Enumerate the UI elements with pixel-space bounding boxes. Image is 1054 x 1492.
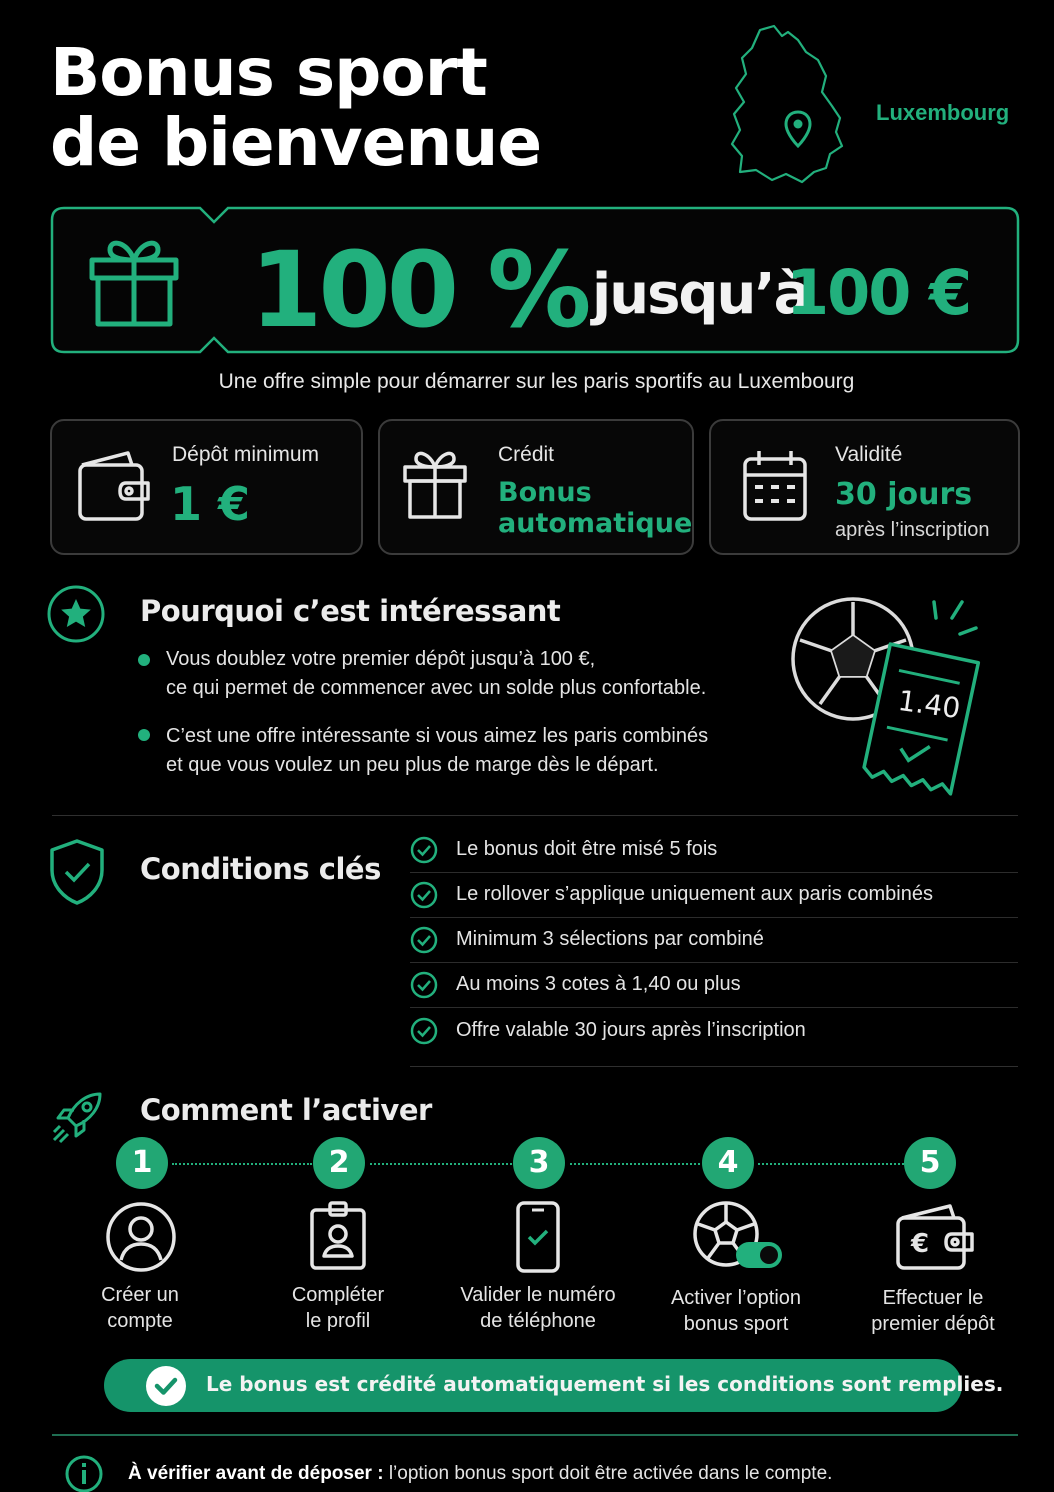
subtitle: Une offre simple pour démarrer sur les paris sportifs au Luxembourg [218, 370, 855, 393]
wallet-icon [76, 447, 150, 525]
card-label: Validité [835, 443, 903, 466]
bullet-dot [138, 729, 150, 741]
row-separator [410, 1007, 1018, 1008]
step-label-1 [40, 1282, 240, 1334]
rocket-icon [50, 1088, 106, 1144]
location-label: Luxembourg [876, 100, 1010, 125]
bullet-line: et que vous voulez un peu plus de marge dès le départ. [166, 754, 659, 776]
condition-item [410, 828, 1018, 873]
footer-text: l’option bonus sport doit être activée dans le compte. [383, 1463, 833, 1484]
card-sub: après l’inscription [835, 519, 990, 541]
step-number-3: 3 [513, 1137, 565, 1189]
step-number-4: 4 [702, 1137, 754, 1189]
bullet-line: ce qui permet de commencer avec un solde plus confortable. [166, 677, 707, 699]
card-label: Dépôt minimum [172, 443, 320, 466]
gift-icon [402, 445, 468, 521]
why-bullet-1 [166, 645, 706, 703]
divider [410, 1066, 1018, 1067]
condition-item [410, 1009, 1018, 1054]
bonus-amount: 100 € [786, 256, 971, 329]
upto-label: jusqu’à [592, 262, 810, 327]
condition-text: Offre valable 30 jours après l’inscription [456, 1019, 806, 1041]
bonus-percent: 100 % [250, 229, 588, 351]
card-validity [709, 419, 1020, 555]
step-number-2: 2 [313, 1137, 365, 1189]
user-icon [104, 1200, 178, 1274]
step-label-line: bonus sport [683, 1313, 789, 1335]
card-min-deposit [50, 419, 363, 555]
confirmation-text: Le bonus est crédité automatiquement si les conditions sont remplies. [206, 1372, 1004, 1396]
step-label-line: Activer l’option [670, 1287, 802, 1309]
condition-text: Minimum 3 sélections par combiné [456, 928, 764, 950]
condition-text: Le bonus doit être misé 5 fois [456, 838, 718, 860]
step-number-5: 5 [904, 1137, 956, 1189]
info-icon [64, 1454, 104, 1492]
title-line-2: de bienvenue [50, 104, 542, 181]
wallet-euro-icon [894, 1202, 974, 1272]
condition-text: Le rollover s’applique uniquement aux paris combinés [456, 883, 933, 905]
step-label-line: compte [107, 1310, 173, 1332]
step-label-line: premier dépôt [871, 1313, 995, 1335]
step-number-1: 1 [116, 1137, 168, 1189]
step-label-2 [238, 1282, 438, 1334]
phone-check-icon [514, 1200, 562, 1274]
bullet-dot [138, 654, 150, 666]
ticket-odds: 1.40 [896, 683, 963, 726]
check-circle-icon [410, 926, 438, 954]
step-label-5 [833, 1285, 1033, 1337]
shield-check-icon [48, 838, 106, 906]
condition-text: Au moins 3 cotes à 1,40 ou plus [456, 973, 741, 995]
activate-title: Comment l’activer [140, 1093, 432, 1127]
bullet-line: Vous doublez votre premier dépôt jusqu’à 100 €, [166, 648, 596, 670]
step-label-line: de téléphone [480, 1310, 596, 1332]
step-label-4 [636, 1285, 836, 1337]
step-label-line: Valider le numéro [460, 1284, 616, 1306]
step-connector [570, 1163, 700, 1165]
check-circle-icon [410, 971, 438, 999]
condition-item [410, 963, 1018, 1008]
condition-item [410, 918, 1018, 963]
map-pin-icon [784, 110, 812, 148]
check-circle-icon [146, 1366, 186, 1406]
step-label-line: le profil [305, 1310, 371, 1332]
svg-text:€: € [910, 1229, 930, 1259]
why-title: Pourquoi c’est intéressant [140, 594, 561, 628]
step-label-line: Effectuer le [882, 1287, 984, 1309]
card-value: 30 jours [835, 477, 973, 512]
step-connector [370, 1163, 512, 1165]
step-connector [758, 1163, 904, 1165]
card-value-line-2: automatique [498, 508, 693, 539]
step-label-3 [438, 1282, 638, 1334]
spark-icon [924, 596, 984, 640]
footer-bold: À vérifier avant de déposer : [128, 1463, 384, 1484]
id-badge-icon [308, 1200, 368, 1272]
why-bullet-2 [166, 722, 708, 780]
check-circle-icon [410, 881, 438, 909]
card-credit [378, 419, 694, 555]
conditions-title: Conditions clés [140, 852, 381, 886]
page-title [50, 34, 542, 181]
divider [52, 1434, 1018, 1436]
step-label-line: Créer un [101, 1284, 179, 1306]
gift-icon [88, 232, 180, 328]
step-label-line: Compléter [291, 1284, 385, 1306]
footer-note [128, 1463, 832, 1485]
card-value: 1 € [170, 477, 251, 531]
star-icon [46, 584, 106, 644]
condition-item [410, 873, 1018, 918]
check-circle-icon [410, 836, 438, 864]
divider [52, 815, 1018, 816]
card-value-line-1: Bonus [498, 477, 592, 508]
ball-toggle-icon [692, 1198, 786, 1272]
step-connector [172, 1163, 312, 1165]
card-label: Crédit [498, 443, 555, 466]
card-value [498, 477, 692, 539]
calendar-icon [741, 447, 809, 523]
bullet-line: C’est une offre intéressante si vous aimez les paris combinés [166, 725, 709, 747]
luxembourg-map-icon [722, 22, 852, 187]
title-line-1: Bonus sport [50, 34, 487, 111]
check-circle-icon [410, 1017, 438, 1045]
